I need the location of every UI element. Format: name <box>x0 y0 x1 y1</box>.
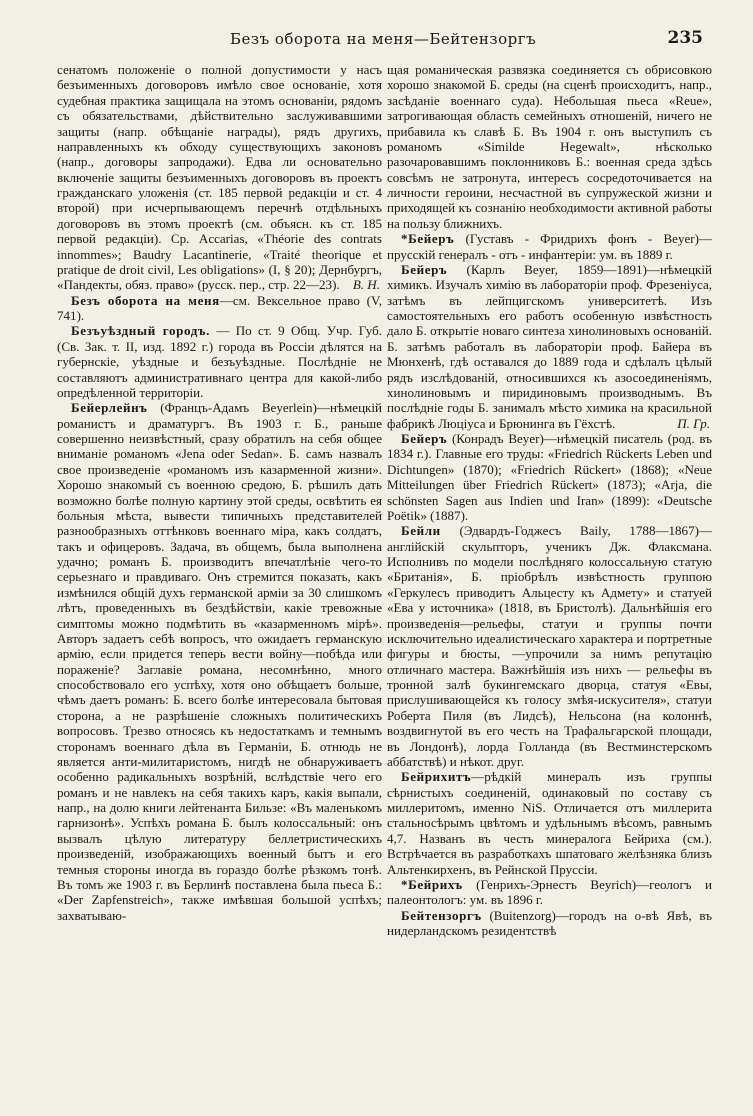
entry-paragraph <box>387 877 712 908</box>
entry-text: (Густавъ - Фридрихъ фонъ - Beyer)—прусскій генералъ - отъ - инфантеріи: ум. въ 1889 г. <box>387 231 712 262</box>
entry-headword: Бейрихитъ <box>401 769 472 785</box>
entry-headword: Бейеръ <box>401 261 448 277</box>
entry-paragraph <box>57 323 382 400</box>
entry-text: —рѣдкій минералъ изъ группы сѣрнистыхъ соединеній, одинаковый по составу съ миллеритомъ, именно NiS. Отличается отъ миллерита стальносѣрымъ цвѣтомъ и удѣльнымъ вѣсомъ, равнымъ 4,7. Названъ въ честь минералога Бейриха (см.). Встрѣчается въ разработкахъ шпатоваго желѣзняка близъ Альтенкирхенъ, въ Рейнской Пруссіи. <box>387 769 712 877</box>
entry-paragraph <box>387 908 712 939</box>
entry-headword: Бейерлейнъ <box>71 400 148 416</box>
entry-paragraph <box>387 262 712 431</box>
entry-author: П. Гр. <box>677 415 710 431</box>
entry-text: —см. Вексельное право (V, 741). <box>57 292 382 323</box>
entry-paragraph <box>57 400 382 923</box>
entry-text: (Карлъ Beyer, 1859—1891)—нѣмецкій химикъ. Изучалъ химію въ лабораторіи проф. Фрезеніуса, затѣмъ въ лейпцигскомъ университетѣ. Изъ самостоятельныхъ его работъ особенную извѣстность дало Б. открытіе новаго синтеза хинолиновыхъ основаній. Б. затѣмъ работалъ въ лабораторіи проф. Байера въ Мюнхенѣ, гдѣ оставался до 1889 года и сдѣлалъ цѣлый рядъ изслѣдованій, относившихся къ азосоединеніямъ, хинолиновымъ и пиридиновымъ производнымъ. Въ послѣдніе годы Б. занималъ мѣсто химика на красильной фабрикѣ Люціуса и Брюнинга въ Гёхстѣ. <box>387 261 712 431</box>
entry-text: (Buitenzorg)—городъ на о-вѣ Явѣ, въ нидерландскомъ резидентствѣ <box>387 907 712 938</box>
entry-paragraph <box>387 231 712 262</box>
entry-headword: *Бейеръ <box>401 231 455 247</box>
entry-headword: Бейтензоргъ <box>401 907 482 923</box>
entry-text: сенатомъ положеніе о полной допустимости у насъ безъименныхъ договоровъ имѣло свое основаніе, хотя судебная практика защищала на этомъ основаніи, рядомъ съ обязательствами, дѣйствительно заслуживавшими защиты (напр. обѣщаніе награды), рядъ другихъ, направленныхъ къ обходу существующихъ законовъ (напр., договоры запродажи). Едва ли основательно включеніе защиты безъименныхъ договоровъ въ проектъ гражданскаго уложенія (ст. 185 первой редакціи и ст. 4 второй) при исчерпывающемъ перечнѣ отдѣльныхъ договоровъ въ этомъ проектѣ (см. объясн. къ ст. 185 первой редакціи). Ср. Accarias, «Théorie des contrats innommes»; Baudry Lacantinerie, «Traité theorique et pratique de droit civil, Les obligations» (I, § 20); Дернбургъ, «Пандекты, обяз. право» (русск. пер., стр. 22—23). <box>57 62 382 293</box>
right-column <box>387 62 712 1107</box>
page-number: 235 <box>667 28 703 48</box>
entry-paragraph <box>387 769 712 877</box>
entry-headword: Бейеръ <box>401 431 448 446</box>
entry-text: (Эдвардъ-Годжесъ Baily, 1788—1867)—англійскій скульпторъ, ученикъ Дж. Флаксмана. Исполнивъ по модели послѣдняго колоссальную статую «Британія», Б. пріобрѣлъ извѣстность группою «Геркулесъ приводитъ Альцесту къ Адмету» и статуей «Ева у источника» (1818, въ Бристолѣ). Дальнѣйшія его произведенія—рельефы, статуи и группы почти исключительно идеалистическаго характера и портретные фигуры и бюсты, —упрочили за нимъ репутацію отличнаго мастера. Важнѣйшія изъ нихъ — рельефы въ тронной залѣ букингемскаго дворца, статуя «Евы, прислушивающейся къ голосу змѣя-искусителя», статуи Роберта Пиля (въ Лидсѣ), Нельсона (на колоннѣ, воздвигнутой въ его честь на Трафальгарской площади, въ Лондонѣ), лорда Голланда (въ Вестминстерскомъ аббатствѣ) и нѣкот. друг. <box>387 523 712 769</box>
entry-paragraph <box>57 293 382 324</box>
entry-text: (Генрихъ-Эрнестъ Beyrich)—геологъ и палеонтологъ: ум. въ 1896 г. <box>387 876 712 908</box>
entry-paragraph <box>387 62 712 231</box>
entry-headword: Безъ оборота на меня <box>71 292 220 308</box>
entry-headword: Бейли <box>401 523 441 539</box>
entry-author: В. Н. <box>352 277 380 293</box>
entry-text: (Францъ-Адамъ Beyerlein)—нѣмецкій романистъ и драматургъ. Въ 1903 г. Б., раньше совершенно неизвѣстный, сразу обратилъ на себя общее вниманіе романомъ «Jena oder Sedan». Б. самъ назвалъ свое произведеніе «романомъ изъ казарменной жизни». Хорошо знакомый съ военною средою, Б. рѣшилъ дать возможно болѣе полную картину этой среды, освѣтить ея больныя мѣста, вывести типичныхъ представителей разнообразныхъ оттѣнковъ военнаго міра, какъ солдатъ, такъ и офицеровъ. Задача, въ общемъ, была выполнена удачно; романъ Б. производитъ впечатлѣніе чего-то серьезнаго и правдиваго. Онъ стремится показать, какъ измѣнился общій духъ германской арміи за 30 слишкомъ лѣтъ, проведенныхъ въ бездѣйствіи, какіе тревожные симптомы можно подмѣтить въ «казарменномъ мірѣ». Авторъ задаетъ себѣ вопросъ, что ожидаетъ германскую армію, если придется теперь вести войну—побѣда или пораженіе? Заглавіе романа, несомнѣнно, много способствовало его успѣху, хотя оно обѣщаетъ больше, чѣмъ даетъ романъ: Б. всего болѣе интересовала бытовая сторона, а не разрѣшеніе сложныхъ политическихъ вопросовъ. Трезво относясь къ недостаткамъ и темнымъ сторонамъ военнаго дѣла въ Германіи, Б. отнюдь не является анти-милитаристомъ, нигдѣ не обнаруживаетъ особенно радикальныхъ возрѣній, вслѣдствіе чего его романъ и не навлекъ на себя такихъ каръ, какія выпали, напр., на долю книги лейтенанта Бильзе: «Въ маленькомъ гарнизонѣ». Успѣхъ романа Б. былъ колоссальный: онъ вызвалъ цѣлую литературу беллетристическихъ произведеній, изображающихъ военный бытъ и его темныя стороны иногда въ гораздо болѣе рѣзкомъ тонѣ. Въ томъ же 1903 г. въ Берлинѣ поставлена была пьеса Б.: «Der Zapfenstreich», также имѣвшая большой успѣхъ; захватываю- <box>57 400 382 923</box>
entry-headword: *Бейрихъ <box>401 876 463 892</box>
entry-paragraph <box>387 431 712 523</box>
entry-paragraph <box>57 62 382 293</box>
running-header <box>0 28 753 52</box>
header-title: Безъ оборота на меня—Бейтензоргъ <box>230 30 537 48</box>
entry-paragraph <box>387 523 712 769</box>
entry-text: (Конрадъ Beyer)—нѣмецкій писатель (род. въ 1834 г.). Главные его труды: «Friedrich Rückerts Leben und Dichtungen» (1870); «Friedrich Rückert» (1868); «Neue Mitteilungen über Friedrich Rückert» (1873); «Arja, die schönsten Sagen aus Indien und Iran» (1899): «Deutsche Poëtik» (1887). <box>387 431 712 523</box>
left-column <box>57 62 382 1107</box>
entry-headword: Безъуѣздный городъ. <box>71 323 210 339</box>
entry-text: — По ст. 9 Общ. Учр. Губ. (Св. Зак. т. II, изд. 1892 г.) города въ Россіи дѣлятся на губернскіе, уѣздные и безъуѣздные. Послѣдніе не составляютъ административнаго центра для какой-либо опредѣленной территоріи. <box>57 323 382 400</box>
entry-text: щая романическая развязка соединяется съ обрисовкою хорошо знакомой Б. среды (на сценѣ происходитъ, напр., засѣданіе военнаго суда). Небольшая пьеса «Reue», затрогивающая область семейныхъ отношеній, ничего не прибавила къ славѣ Б. Въ 1904 г. онъ выступилъ съ романомъ «Similde Hegewalt», нѣсколько разочаровавшимъ поклонниковъ Б.: военная среда здѣсь совсѣмъ не затронута, интересъ сосредоточивается на личности героини, несчастной въ супружеской жизни и приходящей къ сознанію необходимости активной работы на пользу ближнихъ. <box>387 62 712 231</box>
